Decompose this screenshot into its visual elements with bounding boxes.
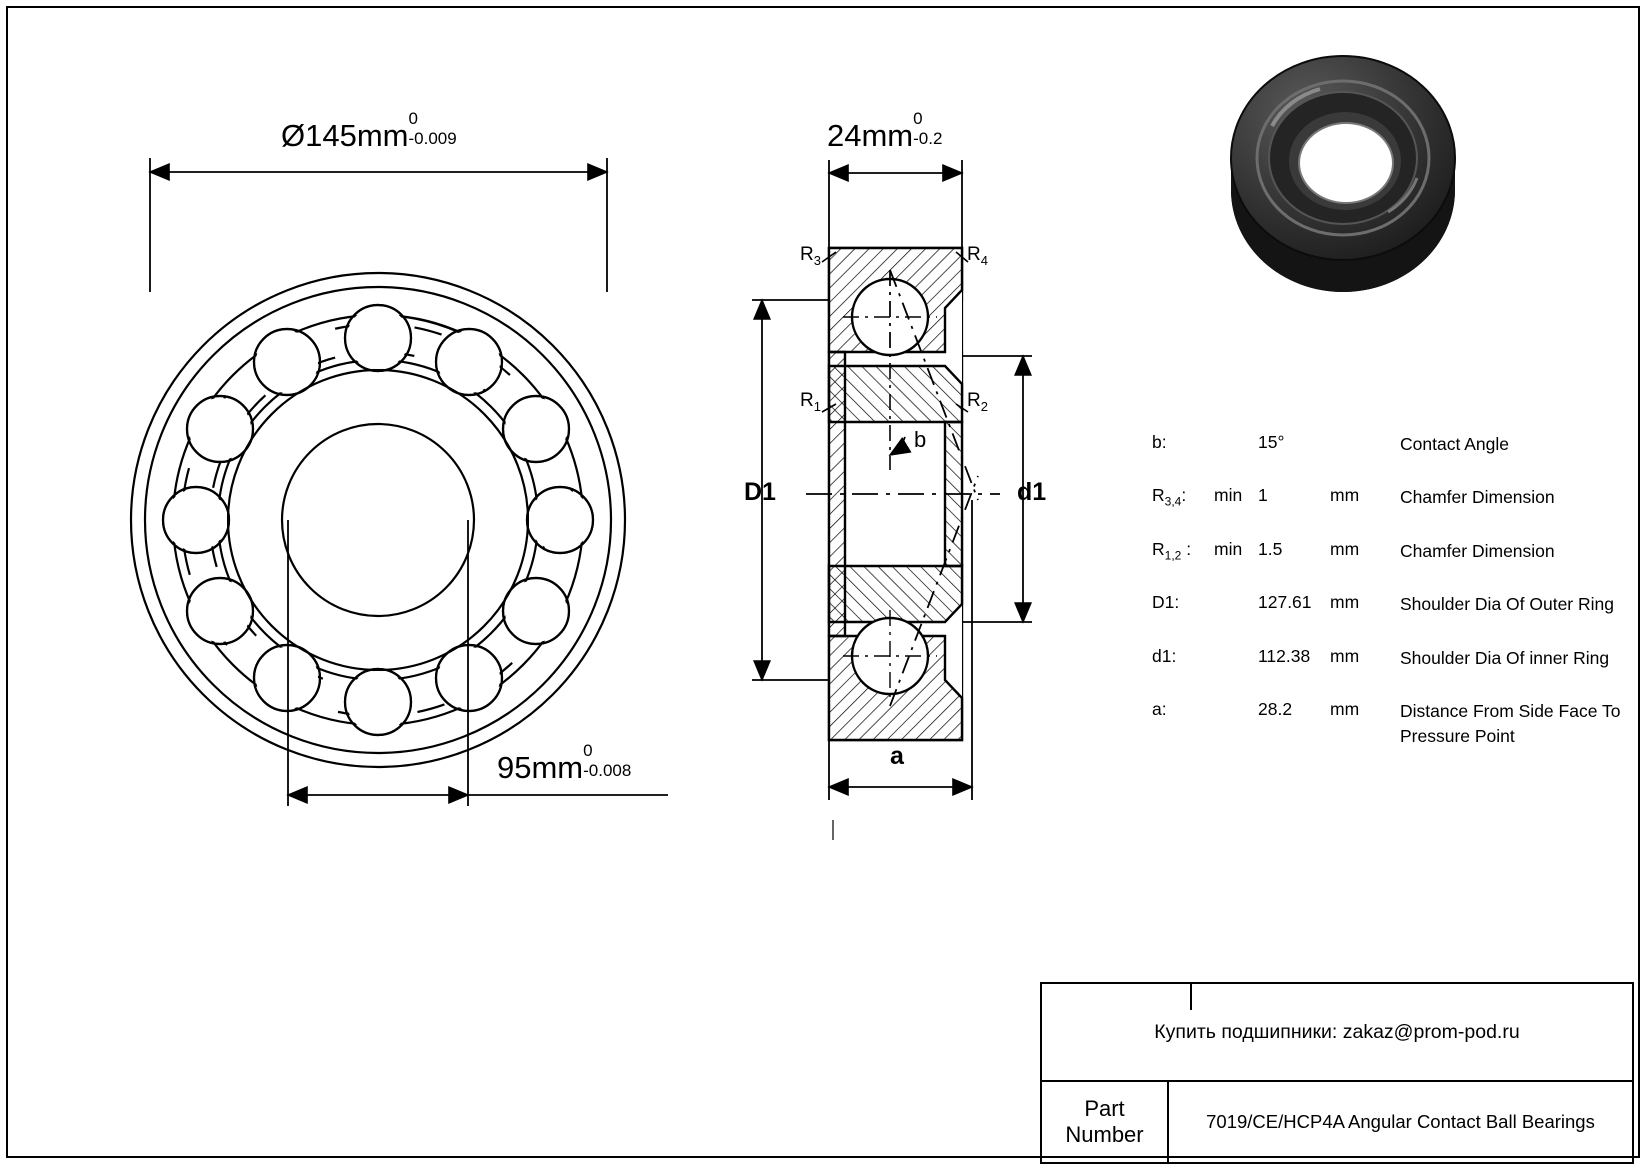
- part-number-value: 7019/CE/HCP4A Angular Contact Ball Bearings: [1206, 1111, 1595, 1132]
- spec-description: Shoulder Dia Of inner Ring: [1400, 647, 1610, 668]
- spec-row-pressure-point: [1152, 699, 1622, 750]
- part-label-line2: Number: [1065, 1122, 1144, 1147]
- bore-diameter-dimension: 95mm 0 -0.008: [497, 741, 632, 785]
- spec-min: min: [1214, 485, 1243, 506]
- spec-unit: mm: [1330, 698, 1360, 719]
- width-dimension: 24mm 0 -0.2: [827, 109, 943, 153]
- callout-r1: $R_1$: [800, 390, 821, 414]
- callout-r3: $R_3$: [800, 244, 821, 268]
- callout-b: b: [914, 427, 927, 452]
- spec-key: $R_{3,4}$:: [1152, 485, 1187, 509]
- spec-row-contact-angle: [1152, 432, 1622, 457]
- callout-d1-outer: D1: [744, 478, 776, 506]
- spec-row-shoulder-outer: [1152, 592, 1622, 617]
- spec-description: Chamfer Dimension: [1400, 487, 1555, 508]
- title-block-divider: [1190, 982, 1192, 1010]
- spec-value: 1: [1258, 485, 1268, 506]
- spec-unit: mm: [1330, 485, 1360, 506]
- spec-description: Contact Angle: [1400, 434, 1509, 454]
- title-block-row: [1042, 1082, 1632, 1162]
- callout-a: a: [890, 742, 904, 770]
- spec-row-chamfer-r34: [1152, 485, 1622, 510]
- spec-value: 1.5: [1258, 538, 1283, 559]
- spec-key: b:: [1152, 432, 1167, 452]
- spec-description: Distance From Side Face To Pressure Point: [1400, 700, 1621, 747]
- spec-value: 112.38: [1258, 645, 1311, 666]
- part-number-label: [1042, 1082, 1169, 1162]
- contact-line: Купить подшипники: zakaz@prom-pod.ru: [1042, 984, 1632, 1082]
- spec-key: d1:: [1152, 645, 1177, 666]
- spec-value: 15°: [1258, 432, 1285, 452]
- spec-key: $R_{1,2}$ :: [1152, 538, 1192, 563]
- specification-table: [1152, 432, 1622, 778]
- spec-key: D1:: [1152, 592, 1180, 613]
- spec-unit: mm: [1330, 538, 1360, 559]
- spec-description: Shoulder Dia Of Outer Ring: [1400, 594, 1614, 615]
- title-block: [1040, 982, 1634, 1164]
- callout-d1-inner: d1: [1017, 478, 1047, 506]
- spec-row-shoulder-inner: [1152, 646, 1622, 671]
- callout-r2: $R_2$: [967, 390, 988, 414]
- spec-row-chamfer-r12: [1152, 539, 1622, 564]
- callout-r4: $R_4$: [967, 244, 988, 268]
- spec-key: a:: [1152, 698, 1167, 719]
- outer-diameter-dimension: Ø145mm 0 -0.009: [281, 109, 457, 153]
- part-label-line1: Part: [1084, 1095, 1125, 1121]
- spec-unit: mm: [1330, 592, 1360, 613]
- spec-value: 127.61: [1258, 592, 1312, 613]
- spec-value: 28.2: [1258, 698, 1293, 719]
- spec-min: min: [1214, 538, 1243, 559]
- spec-description: Chamfer Dimension: [1400, 540, 1555, 561]
- spec-unit: mm: [1330, 645, 1360, 666]
